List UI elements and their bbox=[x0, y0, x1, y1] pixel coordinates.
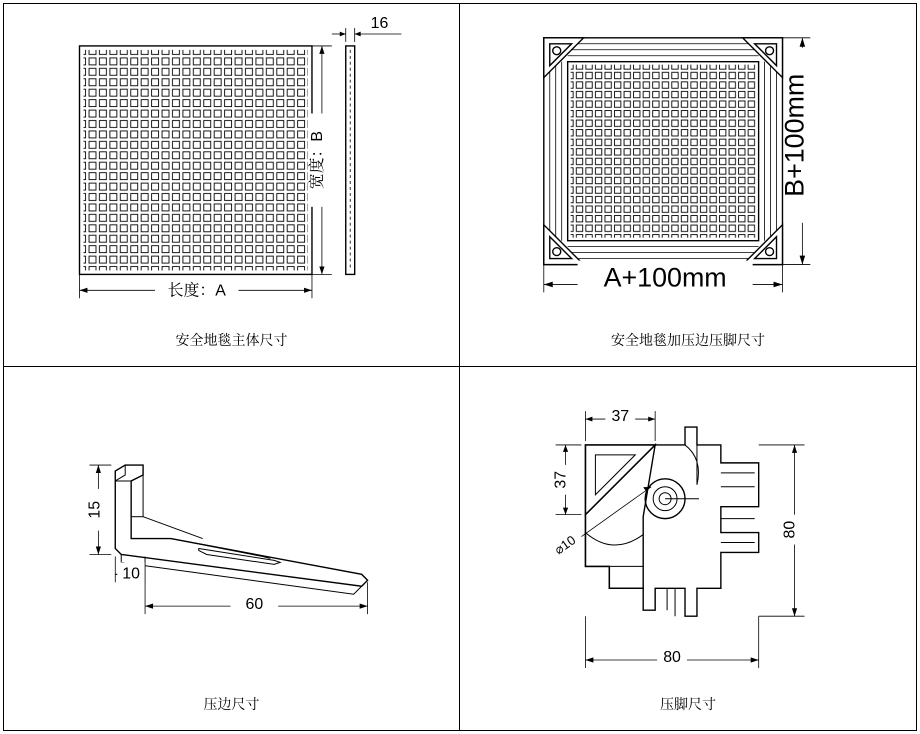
length-label: 长度：A bbox=[167, 282, 226, 300]
foot-bottom-label: 80 bbox=[663, 649, 681, 667]
panel-caption-foot-bracket: 压脚尺寸 bbox=[660, 696, 716, 712]
panel-mat-body bbox=[4, 4, 460, 367]
foot-bracket-drawing bbox=[460, 367, 916, 730]
foot-top-label: 37 bbox=[611, 408, 630, 426]
panel-edge-strip bbox=[4, 367, 460, 730]
mat-body-drawing bbox=[4, 4, 459, 366]
height-label: B+100mm bbox=[779, 73, 810, 197]
panel-foot-bracket bbox=[460, 367, 916, 730]
edge-base-label: 10 bbox=[122, 565, 140, 583]
panel-caption-edge-strip: 压边尺寸 bbox=[203, 696, 260, 712]
panel-mat-with-edge bbox=[460, 4, 916, 367]
edge-length-label: 60 bbox=[245, 596, 264, 614]
panel-caption-mat-body: 安全地毯主体尺寸 bbox=[175, 332, 288, 348]
foot-left-label: 37 bbox=[552, 470, 570, 489]
width-label: 宽度：B bbox=[308, 131, 326, 190]
panel-caption-mat-with-edge: 安全地毯加压边压脚尺寸 bbox=[611, 332, 765, 348]
foot-right-label: 80 bbox=[781, 520, 799, 539]
foot-hole-label: ⌀10 bbox=[551, 532, 579, 558]
panel-grid bbox=[3, 3, 917, 731]
edge-strip-drawing bbox=[4, 367, 459, 730]
width-label: A+100mm bbox=[603, 262, 727, 293]
mat-with-edge-drawing bbox=[460, 4, 916, 366]
thickness-label: 16 bbox=[370, 15, 389, 33]
edge-height-label: 15 bbox=[86, 500, 104, 519]
